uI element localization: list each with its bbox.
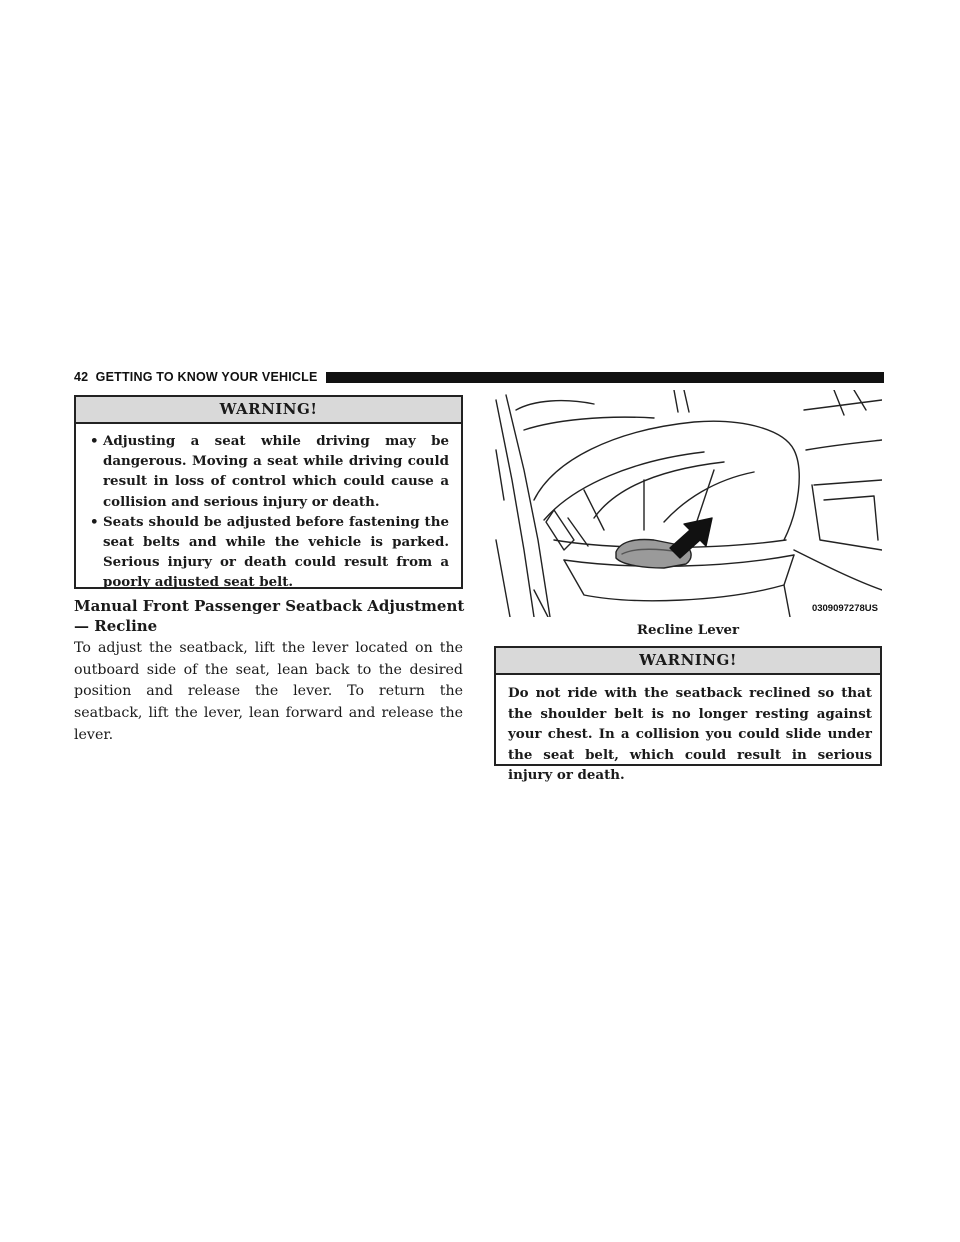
warning-title: WARNING! [76, 397, 461, 424]
warning-body: Do not ride with the seatback reclined so that the shoulder belt is no longer resting against your chest. In a collision you could slide under the seat belt, which could result in serious injury or death. [508, 685, 872, 783]
section-title: GETTING TO KNOW YOUR VEHICLE [95, 370, 318, 384]
warning-list [76, 424, 461, 593]
warning-bullet-text: Adjusting a seat while driving may be dangerous. Moving a seat while driving could result in loss of control which could cause a collision and serious injury or death. [103, 433, 449, 510]
page-header [74, 369, 884, 385]
warning-box-seat-adjust [74, 395, 463, 589]
figure-caption: Recline Lever [636, 622, 740, 638]
body-paragraph: To adjust the seatback, lift the lever located on the outboard side of the seat, lean back to the desired position and release the lever. To return the seatback, lift the lever, lean forward and release the lever. [74, 640, 463, 743]
warning-title: WARNING! [496, 648, 880, 675]
warning-bullet [90, 431, 449, 512]
figure-code: 0309097278US [811, 603, 878, 614]
recline-lever-illustration [494, 390, 882, 617]
page-number: 42 [74, 370, 89, 384]
page-header-text [74, 370, 326, 384]
warning-bullet-text: Seats should be adjusted before fastening the seat belts and while the vehicle is parked. Serious injury or death could result from a poorly adjusted seat belt. [103, 513, 449, 591]
header-rule [326, 372, 885, 383]
bullet-icon: • [90, 513, 99, 530]
section-heading: Manual Front Passenger Seatback Adjustment — Recline [74, 597, 465, 635]
warning-box-recline [494, 646, 882, 783]
recline-lever-figure [494, 390, 882, 617]
bullet-icon: • [90, 433, 99, 449]
warning-bullet [90, 512, 449, 593]
